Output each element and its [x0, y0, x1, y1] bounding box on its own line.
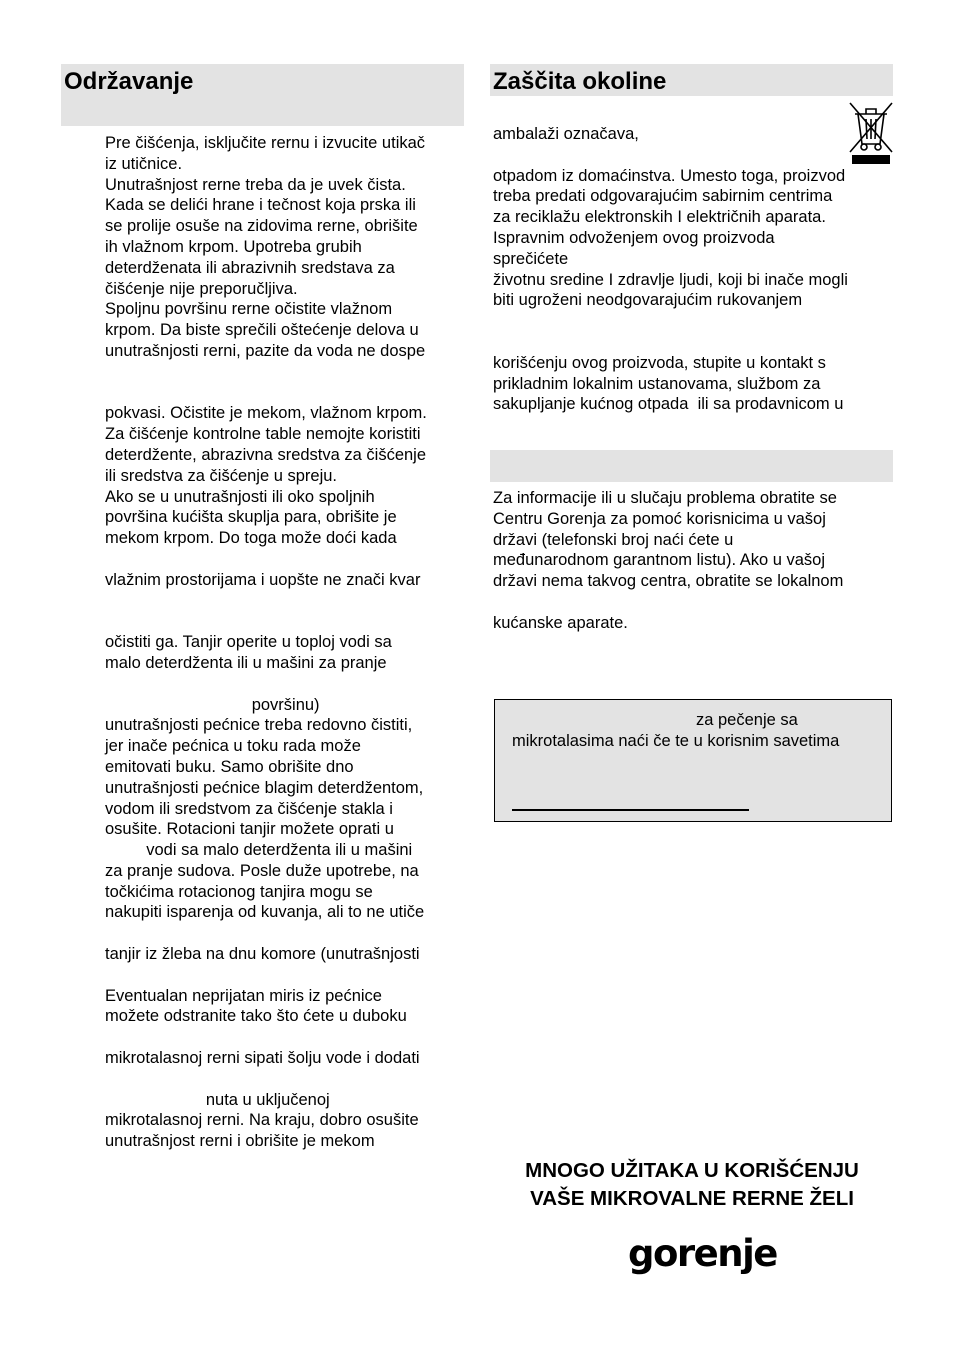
- maintenance-text-line: malo deterdženta ili u mašini za pranje: [105, 653, 387, 672]
- environment-text-line: otpadom iz domaćinstva. Umesto toga, proizvod: [493, 166, 846, 185]
- service-text-line: Za informacije ili u slučaju problema obratite se: [493, 489, 837, 507]
- maintenance-text-line: [105, 1069, 467, 1090]
- maintenance-text-line: vodi sa malo deterdženta ili u mašini: [105, 841, 413, 860]
- maintenance-text-line: [105, 362, 467, 383]
- maintenance-text-line: unutrašnjost rerni i obrišite je mekom: [105, 1132, 375, 1151]
- environment-text-line: za reciklažu elektronskih I električnih aparata.: [493, 208, 826, 227]
- note-box: [494, 699, 892, 822]
- maintenance-text-line: krpom. Da biste sprečili oštećenje delova u: [105, 321, 419, 340]
- service-text: [493, 488, 893, 634]
- closing-line-2: VAŠE MIKROVALNE RERNE ŽELI: [530, 1187, 854, 1210]
- service-text-line: kućanske aparate.: [493, 613, 628, 632]
- maintenance-text-line: Kada se delići hrane i tečnost koja prska ili: [105, 196, 416, 215]
- gorenje-logo: gorenje: [628, 1232, 777, 1275]
- signature-line: [512, 809, 749, 811]
- maintenance-text-line: Unutrašnjost rerne treba da je uvek čista.: [105, 175, 406, 194]
- environment-text-line: [493, 145, 893, 166]
- environment-text-line: Ispravnim odvoženjem ovog proizvoda: [493, 228, 775, 247]
- environment-text-line: [493, 311, 893, 332]
- service-text-line: Centru Gorenja za pomoć korisnicima u vašoj: [493, 509, 826, 528]
- service-text-line: državi (telefonski broj naći ćete u: [493, 530, 734, 549]
- maintenance-text-line: emitovati buku. Samo obrišite dno: [105, 757, 354, 776]
- environment-text-line: biti ugroženi neodgovarajućim rukovanjem: [493, 291, 803, 310]
- environment-text: [493, 124, 893, 415]
- maintenance-text-line: unutrašnjosti rerni, pazite da voda ne dospe: [105, 341, 426, 360]
- right-heading-bar: [490, 64, 893, 96]
- heading-maintenance: Održavanje: [64, 68, 194, 95]
- environment-text-line: ambalaži označava,: [493, 125, 639, 143]
- maintenance-text-line: se prolije osuše na zidovima rerne, obrišite: [105, 217, 418, 236]
- service-text-line: državi nema takvog centra, obratite se lokalnom: [493, 572, 844, 591]
- maintenance-text-line: deterdženata ili abrazivnih sredstava za: [105, 258, 395, 277]
- environment-text-line: životnu sredine I zdravlje ljudi, koji bi inače mogli: [493, 270, 848, 289]
- maintenance-text-line: mikrotalasnoj rerni. Na kraju, dobro osušite: [105, 1111, 419, 1130]
- maintenance-text-line: možete odstranite tako što ćete u duboku: [105, 1007, 407, 1026]
- note-line-2: mikrotalasima naći če te u korisnim savetima: [512, 732, 840, 750]
- maintenance-text-line: Za čišćenje kontrolne table nemojte koristiti: [105, 425, 421, 444]
- maintenance-text-line: čišćenje nije preporučljiva.: [105, 279, 298, 298]
- service-text-line: [493, 592, 893, 613]
- environment-text-line: sprečićete: [493, 249, 569, 268]
- maintenance-text-line: ih vlažnom krpom. Upotreba grubih: [105, 237, 362, 256]
- maintenance-text-line: [105, 383, 467, 404]
- maintenance-text-line: nakupiti isparenja od kuvanja, ali to ne utiče: [105, 903, 425, 922]
- maintenance-text-line: [105, 611, 467, 632]
- maintenance-text-line: točkićima rotacionog tanjira mogu se: [105, 882, 373, 901]
- maintenance-text-line: mekom krpom. Do toga može doći kada: [105, 529, 397, 548]
- maintenance-text-line: iz utičnice.: [105, 154, 183, 173]
- maintenance-text-line: [105, 674, 467, 695]
- maintenance-text-line: Spoljnu površinu rerne očistite vlažnom: [105, 300, 393, 319]
- heading-service: [490, 450, 893, 453]
- service-text-line: međunarodnom garantnom listu). Ako u vašoj: [493, 551, 826, 570]
- maintenance-text-line: [105, 965, 467, 986]
- environment-text-line: sakupljanje kućnog otpada ili sa prodavnicom u: [493, 395, 844, 414]
- maintenance-text-line: površina kućišta skuplja para, obrišite je: [105, 508, 397, 527]
- maintenance-text-line: Pre čišćenja, isključite rernu i izvucite utikač: [105, 134, 426, 152]
- environment-text-line: [493, 332, 893, 353]
- maintenance-text-line: površinu): [105, 695, 320, 714]
- maintenance-text-line: jer inače pećnica u toku rada može: [105, 737, 361, 756]
- environment-text-line: prikladnim lokalnim ustanovama, službom za: [493, 374, 821, 393]
- maintenance-text-line: vodom ili sredstvom za čišćenje stakla i: [105, 799, 393, 818]
- left-heading-bar: [61, 64, 464, 126]
- heading-environment: Zaščita okoline: [493, 68, 667, 95]
- maintenance-text-line: deterdžente, abrazivna sredstva za čišćenje: [105, 445, 427, 464]
- environment-text-line: korišćenju ovog proizvoda, stupite u kontakt s: [493, 353, 826, 372]
- maintenance-text-line: ili sredstva za čišćenje u spreju.: [105, 466, 338, 485]
- maintenance-text-line: za pranje sudova. Posle duže upotrebe, na: [105, 861, 419, 880]
- closing-line-1: MNOGO UŽITAKA U KORIŠĆENJU: [525, 1159, 859, 1182]
- maintenance-text-line: [105, 923, 467, 944]
- maintenance-text-line: Eventualan neprijatan miris iz pećnice: [105, 986, 382, 1005]
- maintenance-text-line: očistiti ga. Tanjir operite u toploj vodi sa: [105, 633, 392, 652]
- maintenance-text-line: unutrašnjosti pećnice treba redovno čistiti,: [105, 716, 413, 735]
- second-heading-bar: [490, 450, 893, 482]
- maintenance-text-line: tanjir iz žleba na dnu komore (unutrašnjosti: [105, 945, 420, 964]
- maintenance-text-line: [105, 549, 467, 570]
- note-line-1: za pečenje sa: [696, 711, 798, 729]
- maintenance-text-line: Ako se u unutrašnjosti ili oko spoljnih: [105, 487, 375, 506]
- maintenance-text-line: osušite. Rotacioni tanjir možete oprati u: [105, 820, 394, 839]
- maintenance-text-line: unutrašnjosti pećnice blagim deterdžentom,: [105, 778, 424, 797]
- maintenance-text-line: nuta u uključenoj: [105, 1090, 330, 1109]
- maintenance-text-line: [105, 591, 467, 612]
- maintenance-text-line: vlažnim prostorijama i uopšte ne znači kvar: [105, 570, 421, 589]
- maintenance-text-line: [105, 1027, 467, 1048]
- maintenance-text-line: mikrotalasnoj rerni sipati šolju vode i dodati: [105, 1049, 420, 1068]
- environment-text-line: treba predati odgovarajućim sabirnim centrima: [493, 187, 833, 206]
- maintenance-text-line: pokvasi. Očistite je mekom, vlažnom krpom.: [105, 404, 427, 423]
- maintenance-text: [105, 133, 467, 1152]
